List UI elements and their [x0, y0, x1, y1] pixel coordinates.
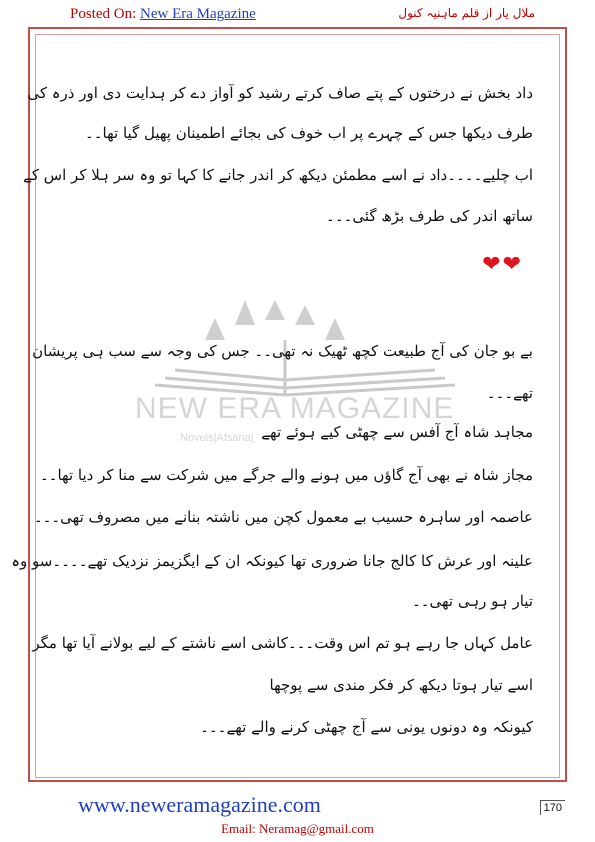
watermark-title: NEW ERA MAGAZINE — [135, 392, 455, 425]
posted-label: Posted On: — [70, 6, 137, 22]
novel-title: ملال یار از قلم ماہنیہ کنول — [398, 6, 535, 20]
body-line: داد بخش نے درختوں کے پتے صاف کرتے رشید کو آواز دے کر ہدایت دی اور ذرہ کی — [27, 84, 533, 102]
body-line: اب چلیے۔۔۔۔داد نے اسے مطمئن دیکھ کر اندر جانے کا کہا تو وہ سر ہلا کر اس کے — [23, 166, 533, 184]
site-link[interactable]: New Era Magazine — [140, 6, 256, 22]
posted-on — [70, 6, 256, 23]
body-line: طرف دیکھا جس کے چہرے پر اب خوف کی بجائے اطمینان پھیل گیا تھا۔۔ — [84, 124, 533, 142]
body-line: مجاہد شاہ آج آفس سے چھٹی کیے ہوئے تھے — [261, 423, 533, 441]
magazine-watermark — [135, 300, 475, 480]
footer-email: Email: Neramag@gmail.com — [221, 821, 374, 836]
footer-website-link[interactable]: www.neweramagazine.com — [78, 792, 321, 817]
body-line: تیار ہو رہی تھی۔۔ — [411, 592, 533, 610]
watermark-subtitle: Novels|Afsana| — [180, 432, 254, 444]
body-line: عامل کہاں جا رہے ہو تم اس وقت۔۔۔کاشی اسے ناشتے کے لیے بولانے آیا تھا مگر — [32, 634, 533, 652]
body-line: تھے۔۔۔ — [486, 384, 533, 402]
body-line: علینہ اور عرش کا کالج جانا ضروری تھا کیونکہ ان کے ایگزیمز نزدیک تھے۔۔۔۔سو وہ — [11, 552, 533, 570]
page-header — [0, 0, 595, 24]
body-line: بے بو جان کی آج طبیعت کچھ ٹھیک نہ تھی۔۔ جس کی وجہ سے سب ہی پریشان — [32, 342, 533, 360]
body-line: اسے تیار ہوتا دیکھ کر فکر مندی سے پوچھا — [269, 676, 533, 694]
body-line: مجاز شاہ نے بھی آج گاؤں میں ہونے والے جرگے میں شرکت سے منا کر دیا تھا۔۔ — [39, 466, 533, 484]
body-line: کیونکہ وہ دونوں یونی سے آج چھٹی کرنے والے تھے۔۔۔ — [200, 718, 533, 736]
body-line: ساتھ اندر کی طرف بڑھ گئی۔۔۔ — [326, 207, 533, 225]
body-line: عاصمہ اور ساہرہ حسیب بے معمول کچن میں ناشتہ بنانے میں مصروف تھی۔۔۔ — [33, 508, 533, 526]
page-number: 170 — [540, 800, 565, 815]
hearts-decoration: ❤❤ — [482, 252, 523, 277]
